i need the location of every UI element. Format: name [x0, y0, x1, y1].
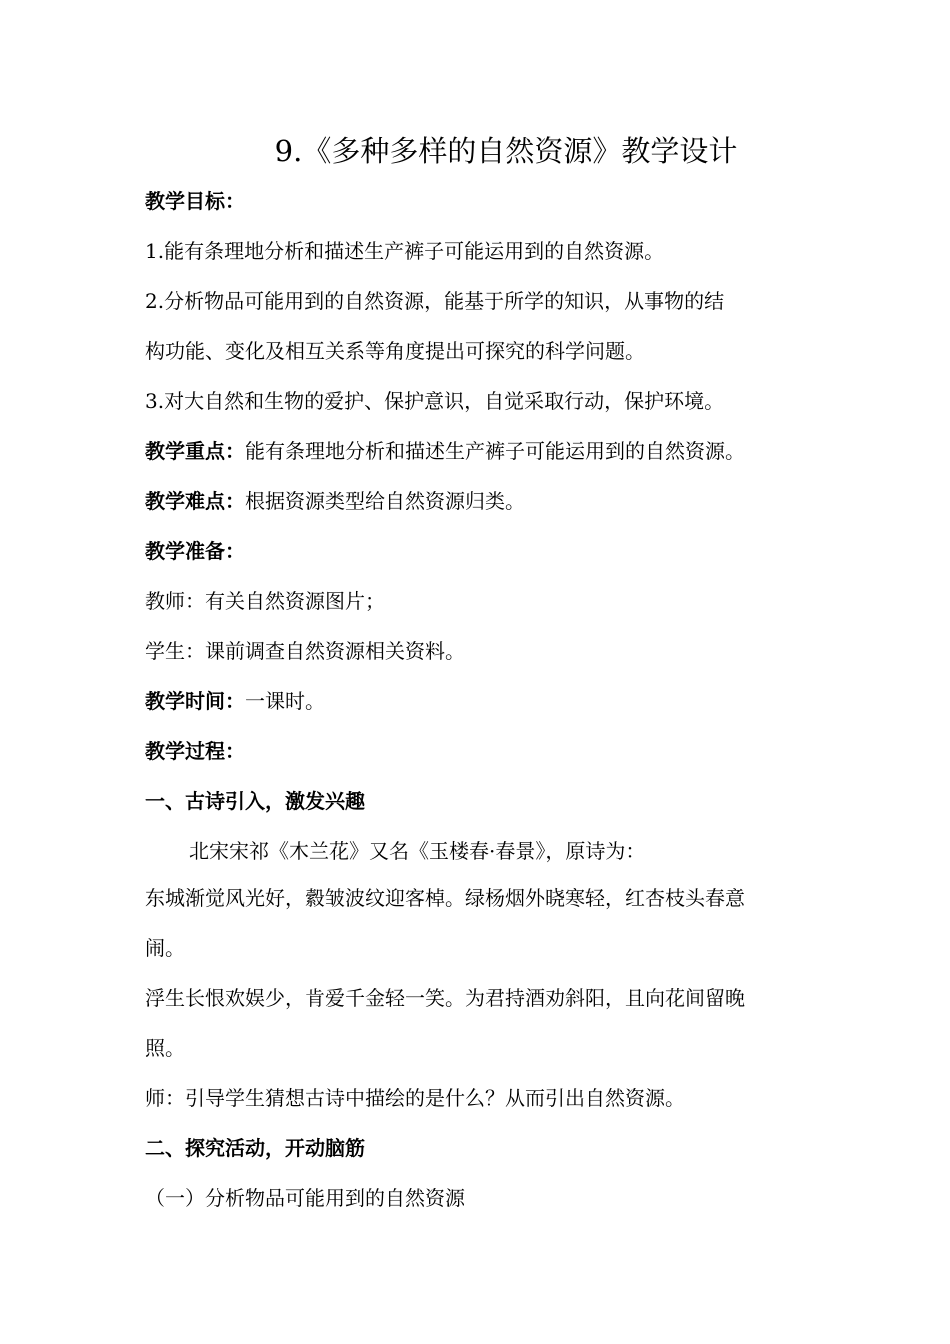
subsection-1-heading: （一）分析物品可能用到的自然资源 [145, 1186, 465, 1210]
prep-teacher: 教师：有关自然资源图片； [145, 589, 385, 613]
objective-2-continued: 构功能、变化及相互关系等角度提出可探究的科学问题。 [145, 339, 645, 363]
poem-line-1: 东城渐觉风光好，縠皱波纹迎客棹。绿杨烟外晓寒轻，红杏枝头春意 [145, 886, 745, 910]
difficulty-text: 根据资源类型给自然资源归类。 [245, 489, 525, 513]
preparation-heading: 教学准备： [145, 539, 245, 563]
poem-line-1-continued: 闹。 [145, 936, 185, 960]
section-2-heading: 二、探究活动，开动脑筋 [145, 1136, 365, 1160]
section-1-heading: 一、古诗引入，激发兴趣 [145, 789, 365, 813]
objective-2: 2.分析物品可能用到的自然资源，能基于所学的知识，从事物的结 [145, 289, 725, 313]
key-point-text: 能有条理地分析和描述生产裤子可能运用到的自然资源。 [245, 439, 745, 463]
objective-1: 1.能有条理地分析和描述生产裤子可能运用到的自然资源。 [145, 239, 665, 263]
objectives-heading: 教学目标： [145, 189, 245, 213]
page-title: 9.《多种多样的自然资源》教学设计 [274, 134, 738, 168]
poem-intro: 北宋宋祁《木兰花》又名《玉楼春·春景》，原诗为： [189, 839, 646, 863]
time-label: 教学时间： [145, 689, 245, 713]
key-point [145, 436, 835, 466]
difficulty [145, 486, 835, 516]
poem-line-2-continued: 照。 [145, 1036, 185, 1060]
poem-line-2: 浮生长恨欢娱少，肯爱千金轻一笑。为君持酒劝斜阳，且向花间留晚 [145, 986, 745, 1010]
key-point-label: 教学重点： [145, 439, 245, 463]
teacher-guide: 师：引导学生猜想古诗中描绘的是什么？从而引出自然资源。 [145, 1086, 685, 1110]
objective-3: 3.对大自然和生物的爱护、保护意识，自觉采取行动，保护环境。 [145, 389, 725, 413]
prep-student: 学生：课前调查自然资源相关资料。 [145, 639, 465, 663]
time-text: 一课时。 [245, 689, 325, 713]
process-heading: 教学过程： [145, 739, 245, 763]
difficulty-label: 教学难点： [145, 489, 245, 513]
teaching-time [145, 686, 835, 716]
